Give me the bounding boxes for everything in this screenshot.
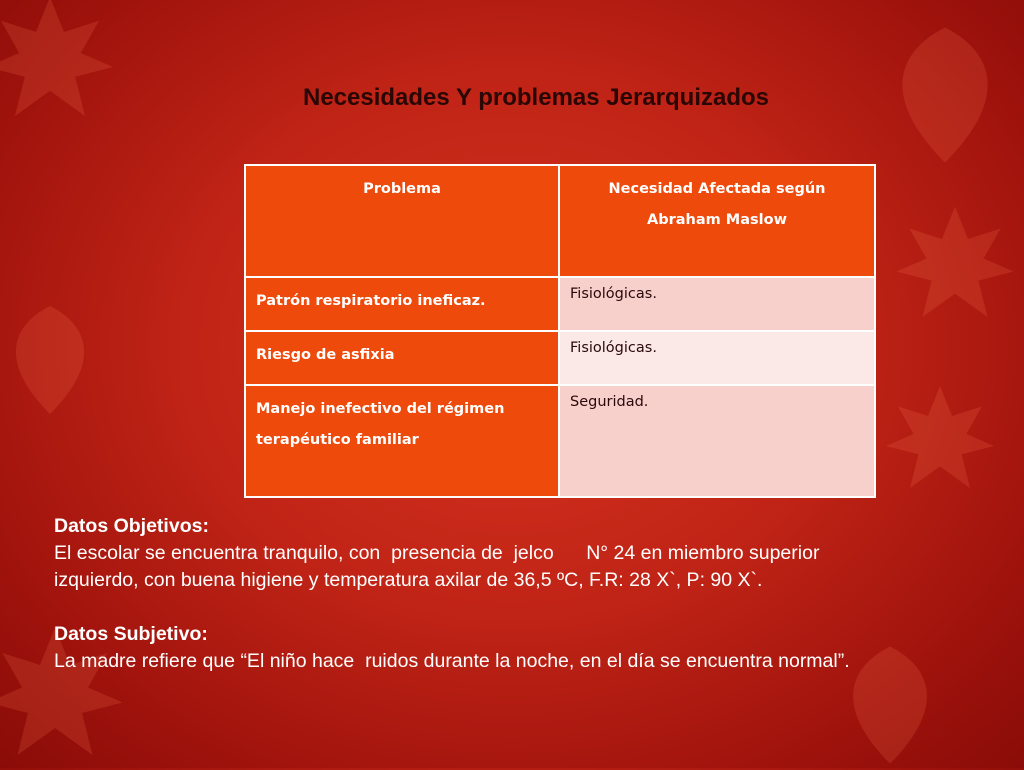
problem-cell: Patrón respiratorio ineficaz. <box>245 277 559 331</box>
leaf-decoration-icon <box>880 380 1000 500</box>
need-cell: Seguridad. <box>559 385 875 497</box>
table-row <box>245 385 875 497</box>
need-cell: Fisiológicas. <box>559 331 875 385</box>
subjective-heading: Datos Subjetivo: <box>54 623 208 645</box>
objective-heading: Datos Objetivos: <box>54 515 209 537</box>
header-problem: Problema <box>245 165 559 277</box>
table-row <box>245 331 875 385</box>
table-row <box>245 277 875 331</box>
problems-table <box>244 164 876 498</box>
leaf-decoration-icon <box>890 200 1020 330</box>
need-cell: Fisiológicas. <box>559 277 875 331</box>
header-need: Necesidad Afectada según Abraham Maslow <box>559 165 875 277</box>
problem-cell: Riesgo de asfixia <box>245 331 559 385</box>
objective-line-2: izquierdo, con buena higiene y temperatura axilar de 36,5 ºC, F.R: 28 X`, P: 90 X`. <box>54 569 763 591</box>
problem-cell: Manejo inefectivo del régimen terapéutico familiar <box>245 385 559 497</box>
notes-block <box>54 513 1004 675</box>
subjective-text: La madre refiere que “El niño hace ruidos durante la noche, en el día se encuentra normal”. <box>54 650 850 672</box>
table-header-row <box>245 165 875 277</box>
slide-title: Necesidades Y problemas Jerarquizados <box>303 84 769 111</box>
leaf-decoration-icon <box>0 300 110 420</box>
objective-line-1: El escolar se encuentra tranquilo, con presencia de jelco N° 24 en miembro superior <box>54 542 820 564</box>
